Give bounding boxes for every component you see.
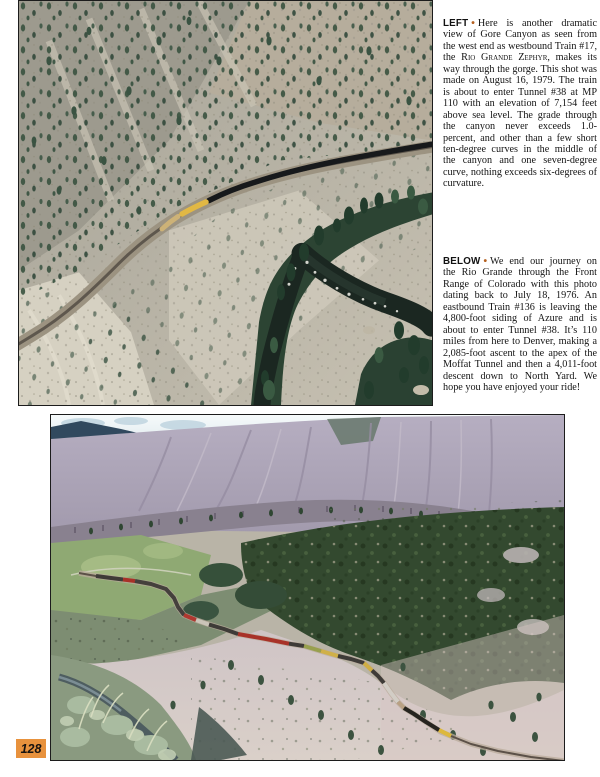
page-number-badge: 128 [16,739,46,758]
left-caption-label: LEFT [443,18,469,29]
gore-canyon-illustration [19,1,432,405]
train-name-smallcaps: Rio Grande Zephyr [461,52,548,64]
caption-bullet-icon: • [471,18,475,29]
azure-siding-photo [50,414,565,761]
canyon-terrain [19,1,432,405]
caption-bullet-icon: • [483,256,488,267]
caption-column [443,18,597,410]
left-caption-text-cont: , makes its way through the gorge. This shot was made on August 16, 1979. The train is about to enter Tunnel #38 at MP 110 with an elevation of 7,154 feet above sea level. The grade through the canyon never exceeds 1.0-percent, and other than a few short ten-degree curves in the middle of the canyon and one seven-degree curve, nothing exceeds six-degrees of curvature. [443,52,597,190]
left-caption [443,18,597,190]
below-caption [443,256,597,393]
azure-valley-illustration [51,415,564,760]
below-caption-label: BELOW [443,256,481,267]
gore-canyon-photo [18,0,433,406]
left-caption-text: Here is another dramatic view of Gore Canyon as seen from the west end as westbound Train #17, the [443,18,597,64]
below-caption-text: We end our journey on the Rio Grande through the Front Range of Colorado with this photo dating back to July 18, 1976. An eastbound Train #136 is leaving the 4,800-foot siding of Azure and is about to enter Tunnel #38. It’s 110 miles from here to Denver, making a 2,085-foot ascent to the apex of the Moffat Tunnel and then a 4,011-foot descent down to North Yard. We hope you have enjoyed your ride! [443,256,597,393]
